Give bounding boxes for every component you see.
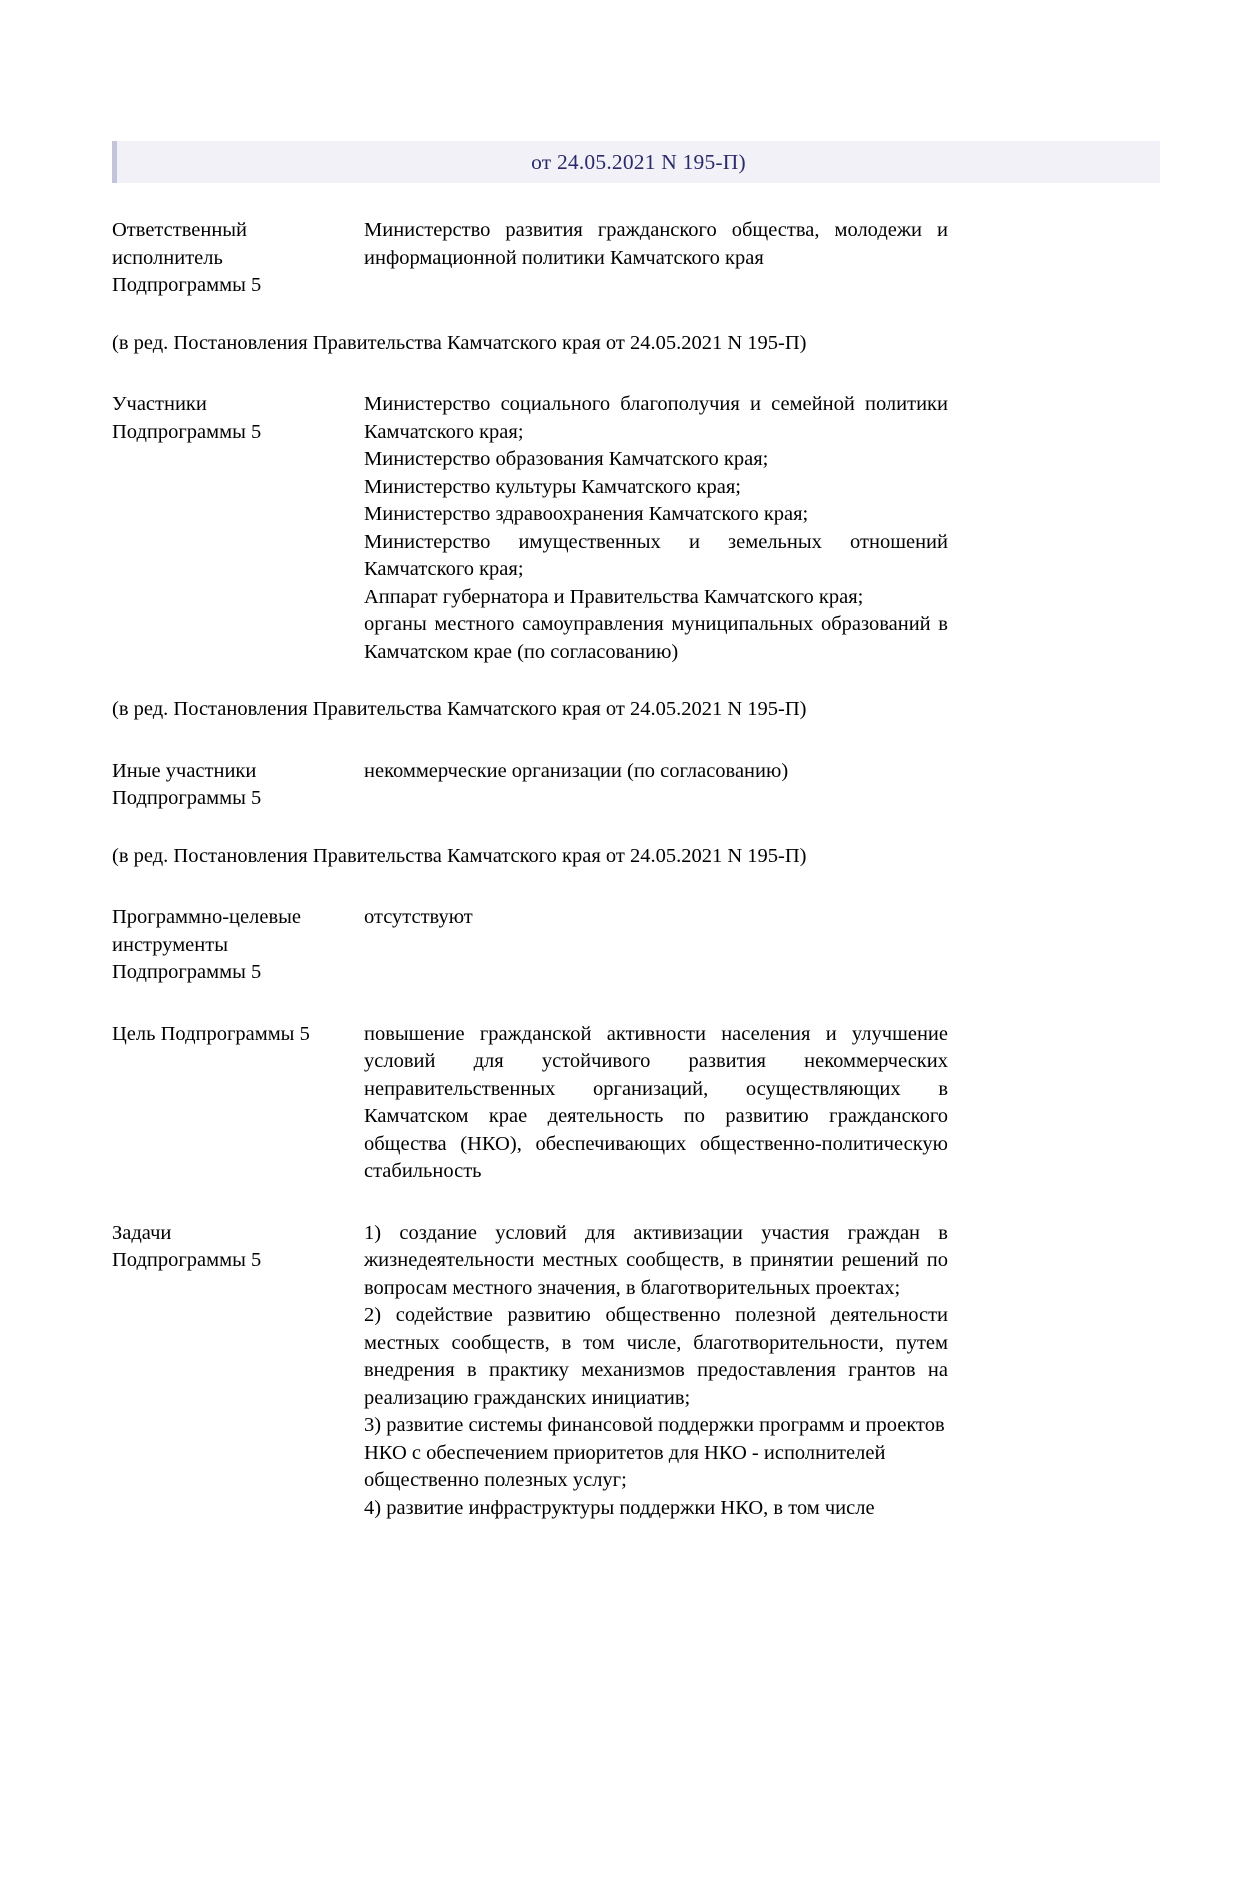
row-label-line: Подпрограммы 5 bbox=[112, 787, 262, 809]
amendment-note: (в ред. Постановления Правительства Камчатского края от 24.05.2021 N 195-П) bbox=[112, 844, 807, 867]
row-value-line: отсутствуют bbox=[364, 906, 473, 928]
row-value-line: 4) развитие инфраструктуры поддержки НКО, в том числе bbox=[364, 1496, 875, 1519]
table-row bbox=[112, 1021, 948, 1186]
row-label bbox=[112, 758, 364, 813]
row-label bbox=[112, 1220, 364, 1275]
row-label-line: Цель Подпрограммы 5 bbox=[112, 1022, 310, 1045]
row-label-line: Подпрограммы 5 bbox=[112, 961, 262, 983]
table-row bbox=[112, 391, 948, 666]
row-value-line: 3) развитие системы финансовой поддержки программ и проектов НКО с обеспечением приоритетов для НКО - исполнителей общественно полезных услуг; bbox=[364, 1414, 945, 1491]
row-label-line: Программно-целевые bbox=[112, 906, 302, 928]
row-value bbox=[364, 1220, 948, 1523]
row-label-line: Подпрограммы 5 bbox=[112, 274, 262, 296]
table-row bbox=[112, 758, 948, 813]
row-label-line: Задачи bbox=[112, 1221, 172, 1244]
row-label bbox=[112, 904, 364, 987]
row-label-line: инструменты bbox=[112, 933, 228, 956]
row-value-line: Министерство образования Камчатского края; bbox=[364, 448, 769, 470]
document-body bbox=[112, 217, 948, 1522]
row-value-line: Аппарат губернатора и Правительства Камчатского края; bbox=[364, 585, 864, 608]
row-label-line: Подпрограммы 5 bbox=[112, 420, 262, 443]
row-value bbox=[364, 1021, 948, 1186]
row-label bbox=[112, 217, 364, 300]
header-banner bbox=[112, 141, 1160, 183]
row-label-line: Участники bbox=[112, 393, 207, 415]
row-value-line: 2) содействие развитию общественно полезной деятельности местных сообществ, в том числе, благотворительности, путем внедрения в практику механизмов предоставления грантов на реализацию гражданских инициатив; bbox=[364, 1304, 948, 1409]
row-value-line: некоммерческие организации (по согласованию) bbox=[364, 759, 789, 782]
row-value-line: повышение гражданской активности населения и улучшение условий для устойчивого развития некоммерческих неправительственных организаций, осуществляющих в Камчатском крае деятельность по развитию гражданского общества (НКО), обеспечивающих общественно-политическую стабильность bbox=[364, 1022, 948, 1182]
row-value-line: 1) создание условий для активизации участия граждан в жизнедеятельности местных сообществ, в принятии решений по вопросам местного значения, в благотворительных проектах; bbox=[364, 1221, 948, 1299]
row-label-line: Подпрограммы 5 bbox=[112, 1249, 262, 1271]
row-label-line: исполнитель bbox=[112, 246, 223, 269]
row-label-line: Иные участники bbox=[112, 759, 257, 782]
row-value bbox=[364, 904, 948, 932]
amendment-note: (в ред. Постановления Правительства Камчатского края от 24.05.2021 N 195-П) bbox=[112, 331, 807, 354]
amendment-note: (в ред. Постановления Правительства Камчатского края от 24.05.2021 N 195-П) bbox=[112, 698, 807, 720]
row-label bbox=[112, 1021, 364, 1049]
row-value-line: Министерство развития гражданского общества, молодежи и информационной политики Камчатского края bbox=[364, 219, 948, 269]
row-value bbox=[364, 758, 948, 786]
row-value-line: органы местного самоуправления муниципальных образований в Камчатском крае (по согласованию) bbox=[364, 613, 948, 663]
header-banner-text: от 24.05.2021 N 195-П) bbox=[531, 149, 746, 174]
table-row bbox=[112, 1220, 948, 1523]
table-row bbox=[112, 904, 948, 987]
row-label-line: Ответственный bbox=[112, 219, 248, 241]
row-value bbox=[364, 217, 948, 272]
row-value-line: Министерство здравоохранения Камчатского края; bbox=[364, 503, 809, 525]
row-value-line: Министерство имущественных и земельных отношений Камчатского края; bbox=[364, 530, 948, 580]
row-value bbox=[364, 391, 948, 666]
row-value-line: Министерство культуры Камчатского края; bbox=[364, 475, 741, 498]
document-page bbox=[0, 141, 1240, 1895]
table-row bbox=[112, 217, 948, 300]
row-value-line: Министерство социального благополучия и семейной политики Камчатского края; bbox=[364, 393, 948, 443]
row-label bbox=[112, 391, 364, 446]
